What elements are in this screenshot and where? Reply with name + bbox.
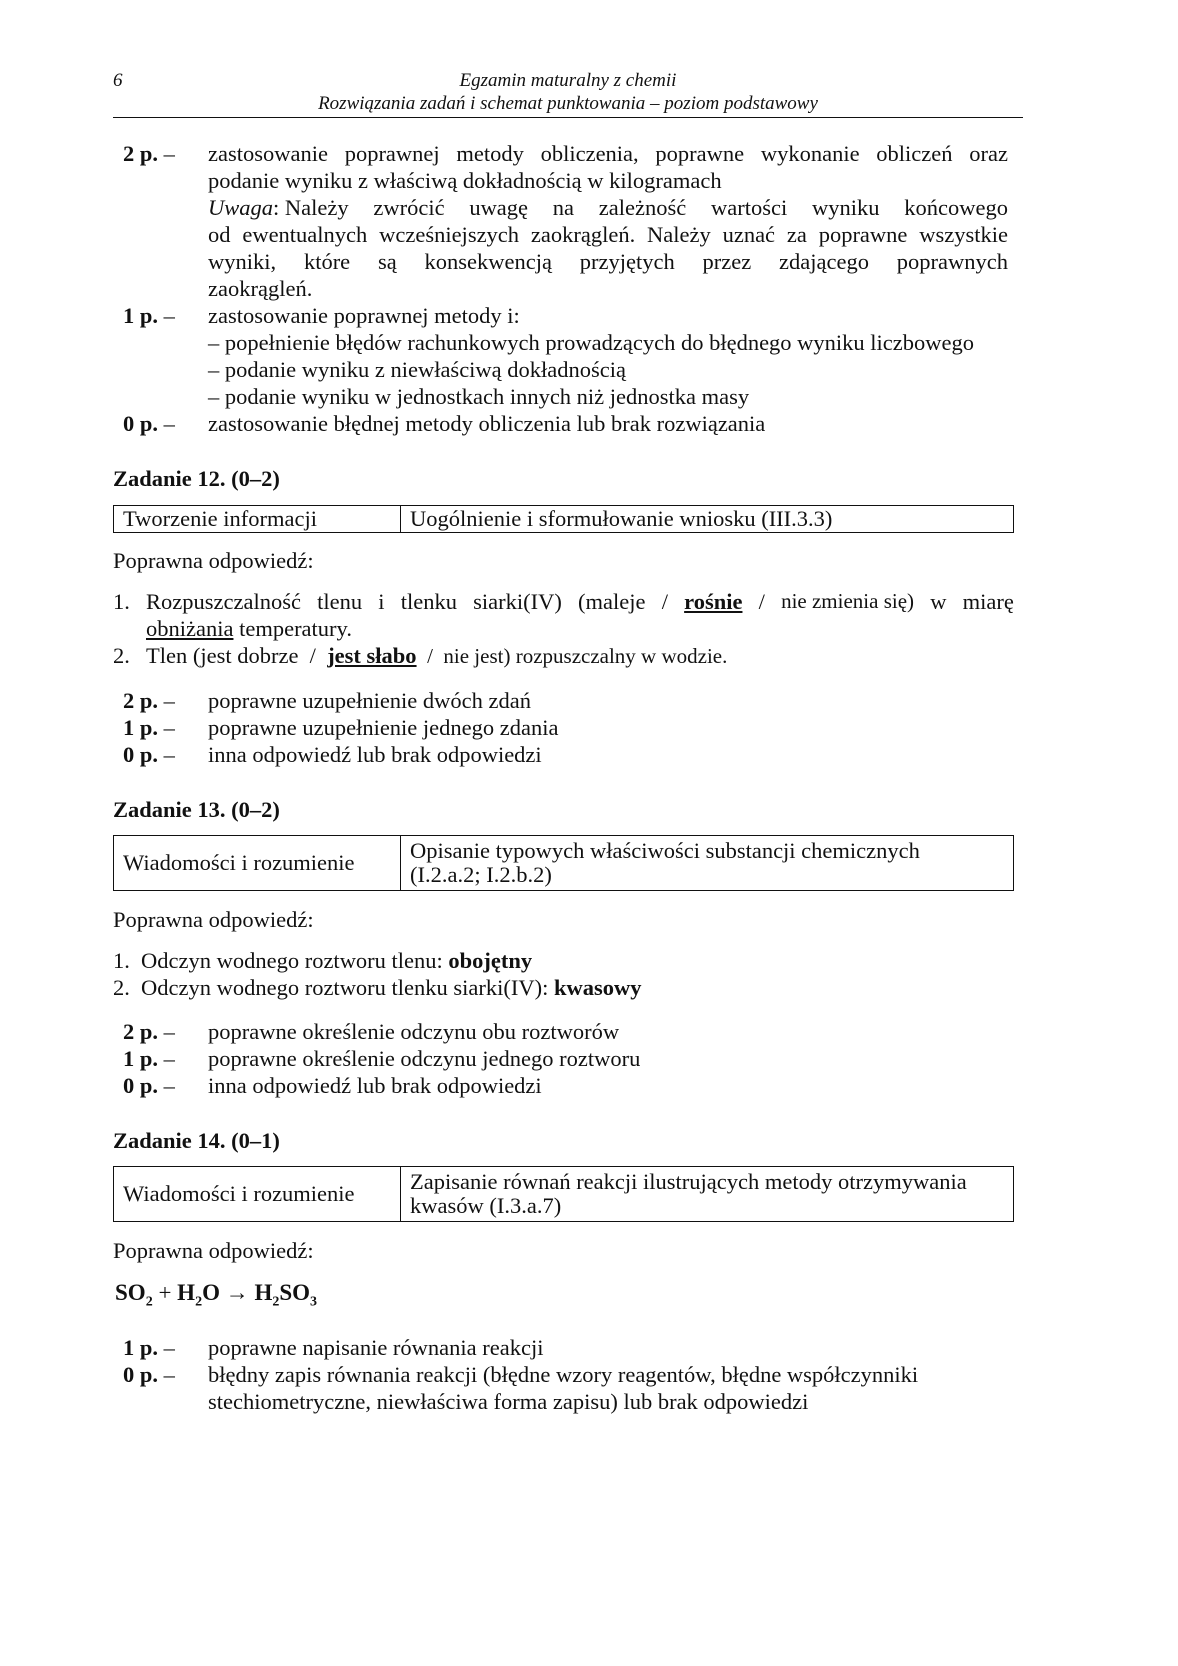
task-13-general-requirement: Wiadomości i rozumienie	[114, 836, 401, 891]
reaction-arrow-icon: →	[219, 1280, 255, 1305]
score-1p-line-1: zastosowanie poprawnej metody i:	[208, 303, 520, 328]
correct-answer-obnizania: obniżania	[146, 616, 234, 641]
note-line-3	[208, 248, 1008, 275]
note-line-4: zaokrągleń.	[208, 276, 313, 301]
word: obliczeń	[876, 141, 953, 166]
word: zaokrągleń.	[530, 222, 636, 247]
task-12-sentence-1-number: 1.	[113, 589, 130, 614]
word: wykonanie	[760, 141, 860, 166]
page-number: 6	[113, 70, 123, 91]
task-12-heading: Zadanie 12. (0–2)	[113, 466, 280, 491]
word: przyjętych	[579, 249, 675, 274]
word: poprawne	[655, 141, 745, 166]
task-12-specific-requirement: Uogólnienie i sformułowanie wniosku (III.3.3)	[401, 506, 1014, 533]
task-12-score-1p-text: poprawne uzupełnienie jednego zdania	[208, 715, 559, 740]
task-14-score-0p: 0 p. –	[123, 1362, 175, 1387]
task-12-score-2p-text: poprawne uzupełnienie dwóch zdań	[208, 688, 531, 713]
score-1p-line-2: – popełnienie błędów rachunkowych prowadzących do błędnego wyniku liczbowego	[208, 330, 975, 355]
word: uznać	[722, 222, 776, 247]
word: za	[786, 222, 807, 247]
correct-answer-rosnie: rośnie	[684, 589, 743, 614]
word: metody	[456, 141, 524, 166]
task-13-answer-2: Odczyn wodnego roztworu tlenku siarki(IV): kwasowy	[141, 975, 642, 1000]
task-14-score-1p-text: poprawne napisanie równania reakcji	[208, 1335, 544, 1360]
word: wszystkie	[919, 222, 1008, 247]
word: obliczenia,	[540, 141, 639, 166]
word: poprawnej	[344, 141, 440, 166]
word: ewentualnych	[242, 222, 368, 247]
task-14-heading: Zadanie 14. (0–1)	[113, 1128, 280, 1153]
score-1p-line-4: – podanie wyniku w jednostkach innych niż jednostka masy	[208, 384, 750, 409]
task-14-requirements-table	[113, 1166, 1014, 1222]
note-line-1: Uwaga: Należy zwrócić uwagę na zależność wartości wyniku końcowego	[208, 195, 1008, 220]
task-12-score-0p: 0 p. –	[123, 742, 175, 767]
task-12-sentence-2-number: 2.	[113, 643, 130, 668]
task-14-score-0p-line-2: stechiometryczne, niewłaściwa forma zapisu) lub brak odpowiedzi	[208, 1389, 809, 1414]
note-line-2	[208, 221, 1008, 248]
task-12-score-2p: 2 p. –	[123, 688, 175, 713]
score-1p-line-3: – podanie wyniku z niewłaściwą dokładnością	[208, 357, 627, 382]
task-13-score-2p: 2 p. –	[123, 1019, 175, 1044]
task-13-heading: Zadanie 13. (0–2)	[113, 797, 280, 822]
word: Należy	[647, 222, 711, 247]
correct-answer-jest-slabo: jest słabo	[327, 643, 417, 668]
word: są	[377, 249, 397, 274]
task-12-answer-label: Poprawna odpowiedź:	[113, 548, 314, 573]
document-subtitle: Rozwiązania zadań i schemat punktowania – poziom podstawowy	[318, 93, 818, 114]
word: zastosowanie	[208, 141, 328, 166]
task-12-general-requirement: Tworzenie informacji	[114, 506, 401, 533]
word: oraz	[969, 141, 1008, 166]
word: wyniki,	[208, 249, 277, 274]
task-12-requirements-table	[113, 505, 1014, 533]
word: konsekwencją	[424, 249, 552, 274]
answer-obojetny: obojętny	[448, 948, 533, 973]
word: wcześniejszych	[379, 222, 520, 247]
header-divider	[113, 117, 1023, 118]
score-1p: 1 p. –	[123, 303, 175, 328]
task-13-answer-2-number: 2.	[113, 975, 130, 1000]
task-12-sentence-1-line-1: Rozpuszczalność tlenu i tlenku siarki(IV) (maleje / rośnie / nie zmienia się) w miarę	[146, 589, 1014, 614]
task-14-specific-requirement: Zapisanie równań reakcji ilustrujących metody otrzymywania kwasów (I.3.a.7)	[401, 1167, 1014, 1222]
task-12-score-1p: 1 p. –	[123, 715, 175, 740]
word: poprawne	[818, 222, 908, 247]
word: od	[208, 222, 231, 247]
task-13-score-2p-text: poprawne określenie odczynu obu roztworów	[208, 1019, 620, 1044]
task-14-answer-label: Poprawna odpowiedź:	[113, 1238, 314, 1263]
task-14-score-0p-line-1: błędny zapis równania reakcji (błędne wzory reagentów, błędne współczynniki	[208, 1362, 919, 1387]
task-13-answer-1-number: 1.	[113, 948, 130, 973]
task-12-sentence-1-line-2: obniżania temperatury.	[146, 616, 352, 641]
task-13-specific-requirement: Opisanie typowych właściwości substancji chemicznych (I.2.a.2; I.2.b.2)	[401, 836, 1014, 891]
task-12-score-0p-text: inna odpowiedź lub brak odpowiedzi	[208, 742, 542, 767]
word: które	[303, 249, 351, 274]
task-13-answer-1: Odczyn wodnego roztworu tlenu: obojętny	[141, 948, 533, 973]
score-0p: 0 p. –	[123, 411, 175, 436]
task-14-score-1p: 1 p. –	[123, 1335, 175, 1360]
task-13-requirements-table	[113, 835, 1014, 891]
task-13-score-1p: 1 p. –	[123, 1046, 175, 1071]
document-title: Egzamin maturalny z chemii	[459, 70, 677, 91]
task-13-answer-label: Poprawna odpowiedź:	[113, 907, 314, 932]
reaction-equation: $SO_2 + H_2O \to H_2SO_3$	[115, 1280, 318, 1310]
score-2p-line-1	[208, 140, 1008, 167]
answer-kwasowy: kwasowy	[554, 975, 642, 1000]
task-12-sentence-2: Tlen (jest dobrze / jest słabo / nie jest) rozpuszczalny w wodzie.	[146, 643, 728, 668]
score-2p: 2 p. –	[123, 141, 175, 166]
task-13-score-1p-text: poprawne określenie odczynu jednego roztworu	[208, 1046, 641, 1071]
task-13-score-0p: 0 p. –	[123, 1073, 175, 1098]
word: poprawnych	[896, 249, 1008, 274]
task-13-score-0p-text: inna odpowiedź lub brak odpowiedzi	[208, 1073, 542, 1098]
score-2p-line-2: podanie wyniku z właściwą dokładnością w kilogramach	[208, 168, 722, 193]
task-14-general-requirement: Wiadomości i rozumienie	[114, 1167, 401, 1222]
word: przez	[702, 249, 752, 274]
word: zdającego	[779, 249, 869, 274]
score-0p-line-1: zastosowanie błędnej metody obliczenia lub brak rozwiązania	[208, 411, 766, 436]
